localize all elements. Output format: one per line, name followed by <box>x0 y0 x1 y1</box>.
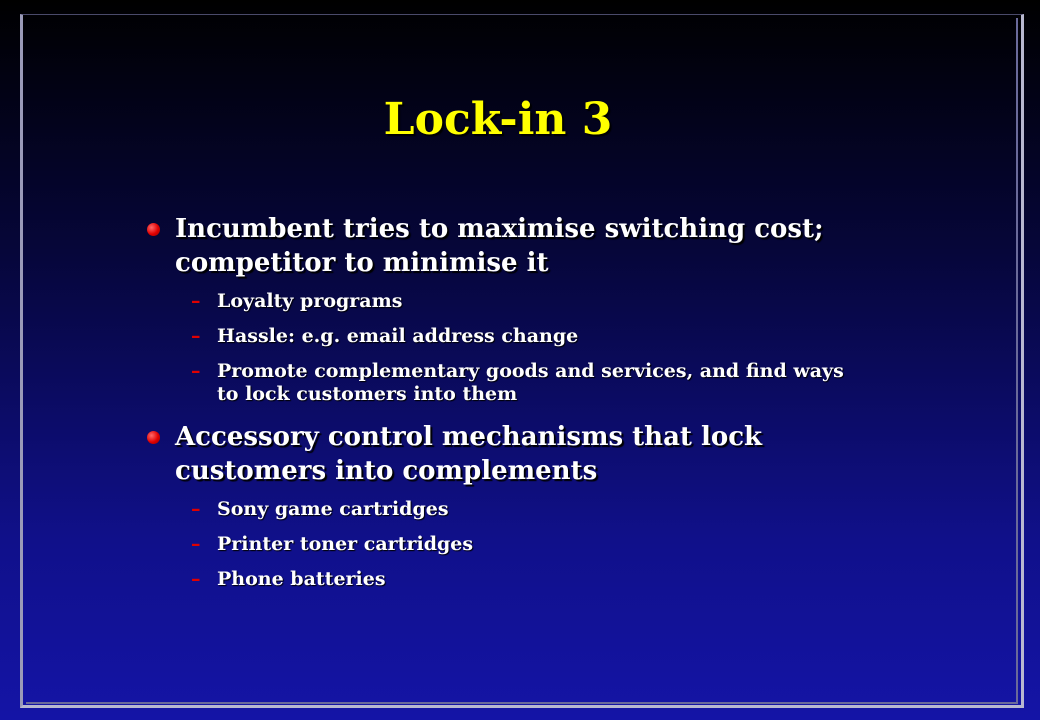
dash-icon: – <box>191 533 201 555</box>
bullet-list <box>145 212 865 591</box>
bullet-item <box>145 420 865 488</box>
bullet-dot-icon <box>147 431 160 444</box>
dash-icon: – <box>191 290 201 312</box>
slide-title: Lock-in 3 <box>383 94 613 145</box>
bullet-text: Incumbent tries to maximise switching cost; competitor to minimise it <box>175 214 824 278</box>
sub-bullet-item <box>145 290 865 313</box>
sub-bullet-item <box>145 325 865 348</box>
dash-icon: – <box>191 498 201 520</box>
sub-bullet-text: Phone batteries <box>217 568 386 590</box>
sub-bullet-text: Hassle: e.g. email address change <box>217 325 579 347</box>
sub-bullet-item <box>145 568 865 591</box>
sub-bullet-item <box>145 533 865 556</box>
dash-icon: – <box>191 568 201 590</box>
dash-icon: – <box>191 325 201 347</box>
dash-icon: – <box>191 360 201 382</box>
bullet-dot-icon <box>147 223 160 236</box>
sub-bullet-item <box>145 498 865 521</box>
sub-bullet-text: Promote complementary goods and services, and find ways to lock customers into them <box>217 360 844 405</box>
sub-bullet-text: Loyalty programs <box>217 290 403 312</box>
bullet-item <box>145 212 865 280</box>
sub-bullet-item <box>145 360 865 406</box>
sub-bullet-text: Printer toner cartridges <box>217 533 474 555</box>
sub-bullet-text: Sony game cartridges <box>217 498 449 520</box>
bullet-text: Accessory control mechanisms that lock customers into complements <box>175 422 763 486</box>
